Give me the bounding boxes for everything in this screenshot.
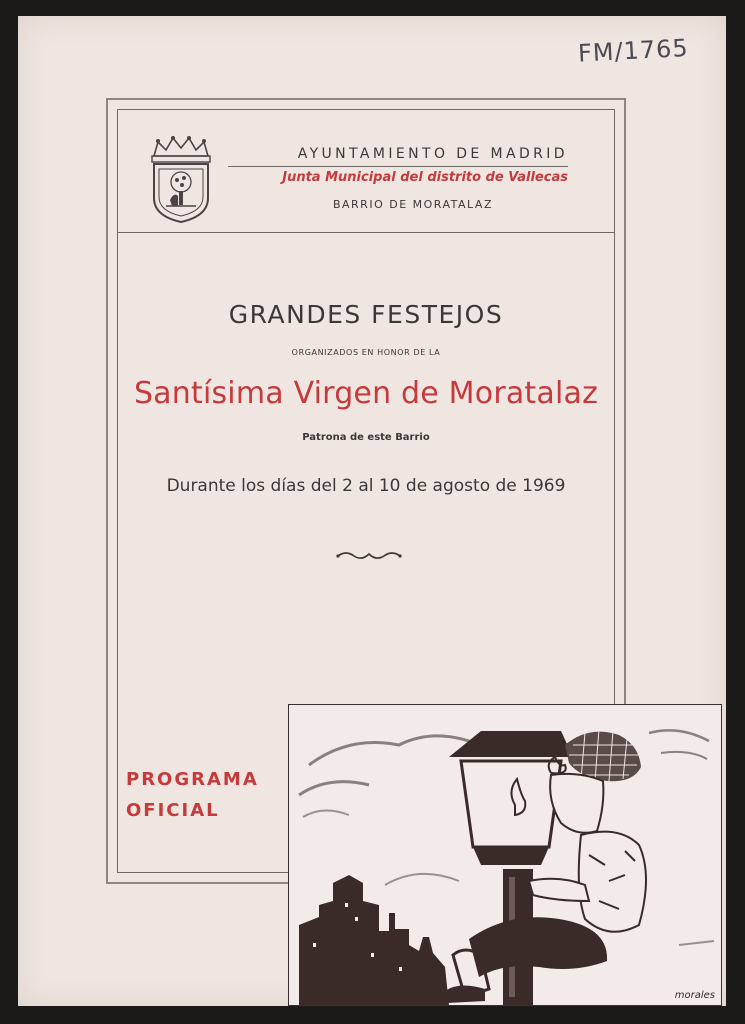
main-title: GRANDES FESTEJOS — [228, 300, 504, 329]
archive-code-annotation: FM/1765 — [577, 33, 690, 68]
header-section — [118, 110, 614, 233]
ornament-divider-icon — [334, 548, 404, 562]
oficial-word: OFICIAL — [126, 800, 220, 821]
program-cover — [18, 16, 726, 1006]
artist-signature: morales — [674, 990, 715, 1001]
programa-word: PROGRAMA — [126, 769, 259, 790]
junta-municipal-heading: Junta Municipal del distrito de Vallecas — [282, 170, 568, 185]
barrio-heading: BARRIO DE MORATALAZ — [332, 198, 493, 211]
festival-dates: Durante los días del 2 al 10 de agosto de 1969 — [166, 476, 566, 496]
programa-oficial-label — [126, 764, 259, 826]
subtitle: ORGANIZADOS EN HONOR DE LA — [291, 348, 441, 357]
madrid-crest-icon — [146, 134, 216, 226]
virgen-title: Santísima Virgen de Moratalaz — [133, 376, 599, 411]
illustration-panel — [288, 704, 722, 1006]
boy-lighting-lamp-illustration — [289, 705, 721, 1005]
ayuntamiento-heading: AYUNTAMIENTO DE MADRID — [228, 146, 568, 167]
patrona-caption: Patrona de este Barrio — [302, 432, 430, 443]
